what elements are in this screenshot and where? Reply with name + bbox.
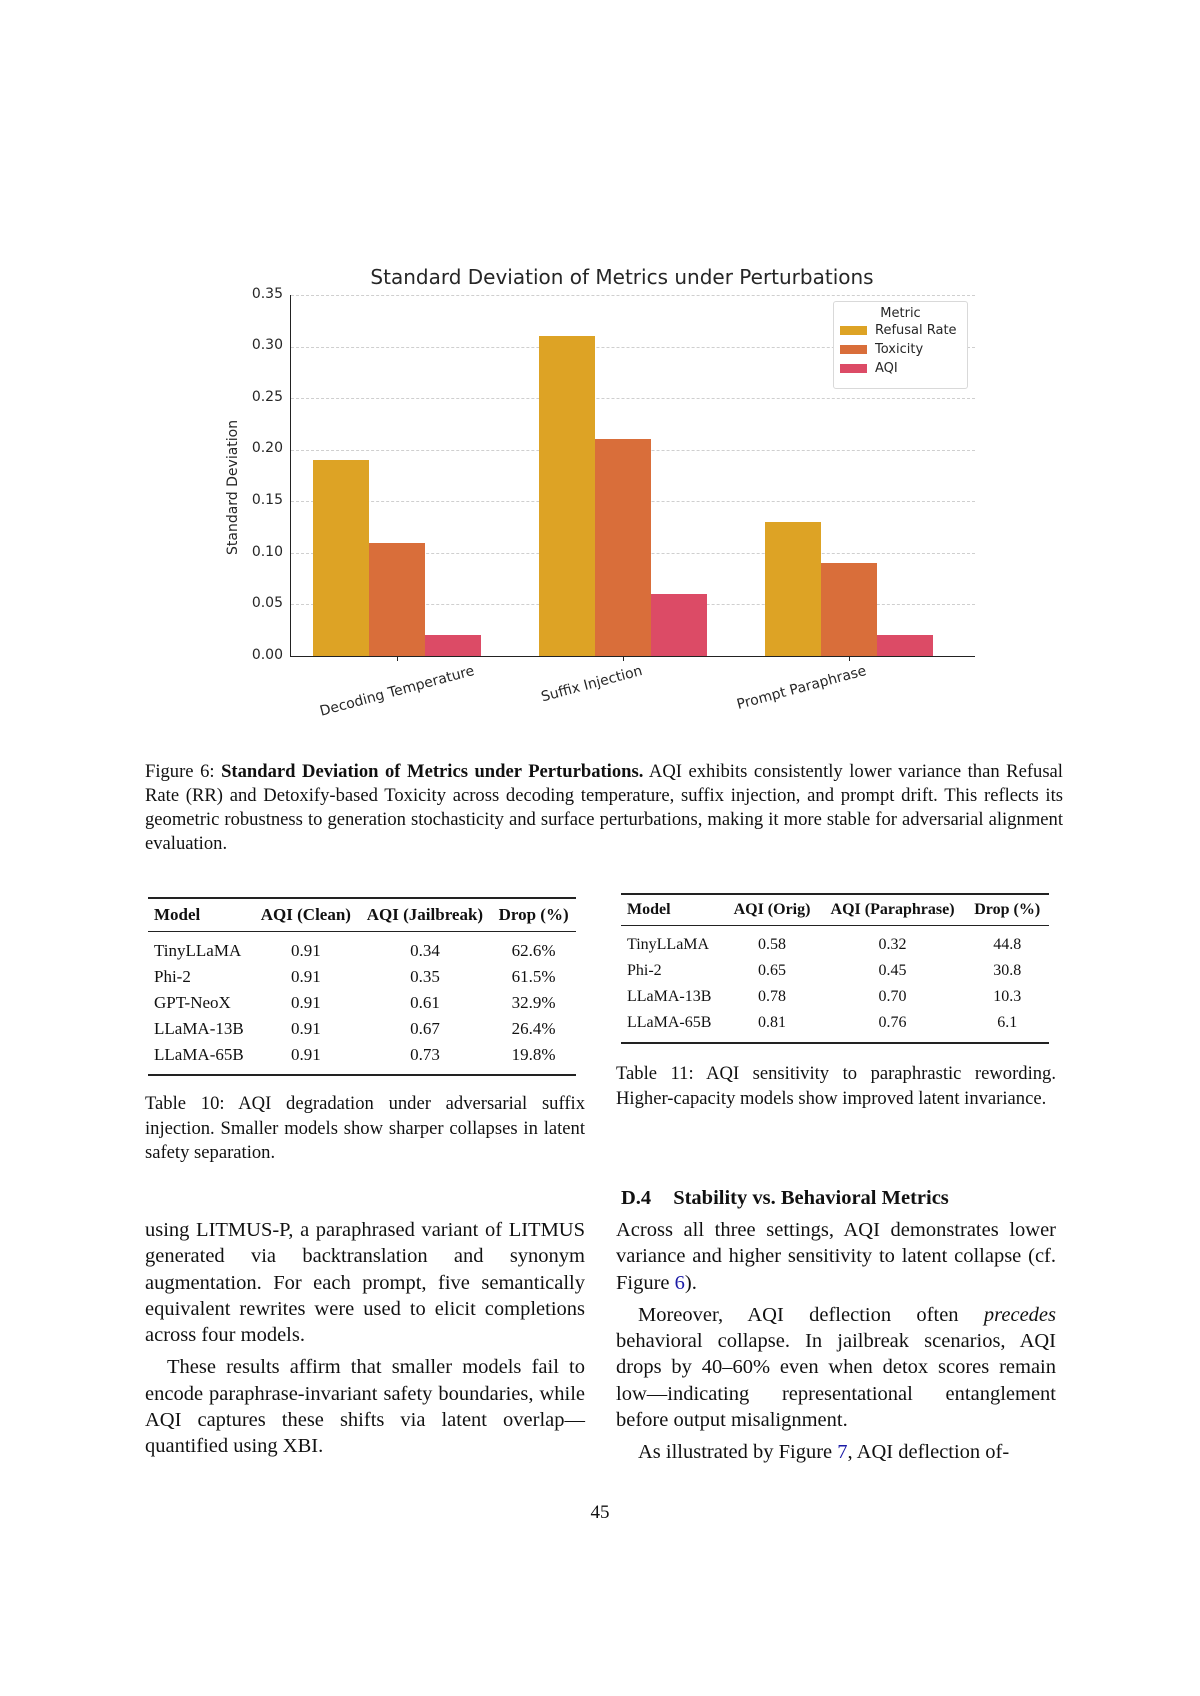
table-row — [148, 990, 576, 1016]
text: behavioral collapse. In jailbreak scenarios, AQI drops by 40–60% even when detox scores remain low—indicating representational entanglement before output misalignment. — [616, 1330, 1056, 1432]
text: , AQI deflection of- — [847, 1441, 1010, 1464]
chart-title: Standard Deviation of Metrics under Perturbations — [370, 265, 874, 289]
text: Moreover, AQI deflection often — [638, 1303, 984, 1326]
column-header: AQI (Clean) — [253, 899, 359, 932]
legend-item-toxicity — [834, 340, 967, 359]
x-tick-mark — [623, 656, 624, 661]
paragraph: These results affirm that smaller models fail to encode paraphrase-invariant safety boundaries, while AQI captures these shifts via latent overlap—quantified using XBI. — [145, 1356, 585, 1458]
bar-refusal-rate — [765, 522, 821, 656]
table-row — [621, 958, 1049, 984]
table-cell: 0.91 — [290, 1045, 321, 1064]
table-cell: 32.9% — [511, 993, 556, 1012]
table-cell: 0.70 — [878, 988, 907, 1005]
bar-aqi — [651, 594, 707, 656]
table-cell: 0.91 — [290, 993, 321, 1012]
table-cell: 19.8% — [511, 1045, 556, 1064]
y-tick: 0.00 — [251, 647, 283, 663]
table-cell: 0.73 — [410, 1045, 440, 1064]
y-tick: 0.20 — [251, 440, 283, 456]
gridline — [291, 398, 975, 399]
table-cell: 0.35 — [410, 967, 440, 986]
legend-swatch — [840, 326, 867, 335]
table-cell: LLaMA-65B — [154, 1045, 244, 1064]
figure-7-link[interactable]: 7 — [837, 1441, 848, 1464]
table-row — [148, 964, 576, 990]
table-row — [148, 1016, 576, 1042]
bar-aqi — [425, 635, 481, 656]
table-cell: 30.8 — [993, 962, 1022, 979]
column-header: Drop (%) — [965, 895, 1049, 926]
bar-toxicity — [369, 543, 425, 656]
legend-item-aqi — [834, 359, 967, 378]
paragraph — [616, 1302, 1056, 1433]
table-cell: 0.61 — [410, 993, 440, 1012]
right-column-text — [616, 1217, 1056, 1466]
column-header: AQI (Orig) — [724, 895, 819, 926]
emphasis: precedes — [983, 1303, 1056, 1326]
table-cell: 0.91 — [290, 1019, 321, 1038]
section-heading — [621, 1187, 949, 1210]
bar-toxicity — [821, 563, 877, 656]
table-cell: 10.3 — [993, 988, 1022, 1005]
paragraph — [616, 1217, 1056, 1296]
table-cell: LLaMA-13B — [627, 988, 712, 1005]
table-cell: 0.91 — [290, 967, 321, 986]
gridline — [291, 295, 975, 296]
column-header: Model — [148, 899, 253, 932]
table-cell: 62.6% — [511, 941, 556, 960]
table-row — [621, 926, 1049, 959]
legend-label: Refusal Rate — [875, 323, 957, 338]
column-header: AQI (Jailbreak) — [359, 899, 492, 932]
section-number: D.4 — [621, 1187, 652, 1209]
column-header: Drop (%) — [491, 899, 576, 932]
text: As illustrated by Figure — [638, 1441, 838, 1464]
page-number: 45 — [590, 1502, 610, 1523]
bar-refusal-rate — [539, 336, 595, 656]
y-tick: 0.15 — [251, 492, 283, 508]
x-tick-suffix-injection: Suffix Injection — [539, 663, 645, 706]
table-cell: 0.76 — [878, 1014, 907, 1031]
y-tick: 0.30 — [251, 337, 283, 353]
table-cell: GPT-NeoX — [154, 993, 231, 1012]
bar-aqi — [877, 635, 933, 656]
table-row — [621, 1010, 1049, 1042]
bar-refusal-rate — [313, 460, 369, 656]
paragraph: using LITMUS-P, a paraphrased variant of LITMUS generated via backtranslation and synonym augmentation. For each prompt, five semantically equivalent rewrites were used to elicit completions across four models. — [145, 1219, 585, 1347]
legend-label: Toxicity — [875, 342, 924, 357]
chart-legend — [833, 301, 968, 389]
x-tick-mark — [849, 656, 850, 661]
table-10 — [148, 897, 576, 1076]
table-cell: 0.34 — [410, 941, 440, 960]
legend-item-refusal-rate — [834, 321, 967, 340]
paragraph — [616, 1439, 1056, 1465]
table-row — [621, 984, 1049, 1010]
x-tick-prompt-paraphrase: Prompt Paraphrase — [735, 663, 869, 713]
table-cell: TinyLLaMA — [154, 941, 242, 960]
figure-6-link[interactable]: 6 — [674, 1271, 685, 1294]
x-tick-mark — [397, 656, 398, 661]
table-cell: TinyLLaMA — [627, 936, 710, 953]
legend-label: AQI — [875, 361, 898, 376]
x-tick-decoding-temperature: Decoding Temperature — [318, 663, 477, 720]
figure-caption-text: AQI exhibits consistently lower variance than Refusal Rate (RR) and Detoxify-based Toxicity across decoding temperature, suffix injection, and prompt drift. This reflects its geometric robustness to generation stochasticity and surface perturbations, making it more stable for adversarial alignment evaluation. — [145, 761, 1063, 854]
table-row — [148, 1042, 576, 1074]
table-cell: 61.5% — [511, 967, 556, 986]
table-cell: 0.78 — [758, 988, 787, 1005]
left-column-text — [145, 1217, 585, 1460]
table-11 — [621, 893, 1049, 1044]
table-10-caption: Table 10: AQI degradation under adversarial suffix injection. Smaller models show sharper collapses in latent safety separation. — [145, 1093, 585, 1163]
table-cell: 6.1 — [997, 1014, 1018, 1031]
y-tick: 0.35 — [251, 286, 283, 302]
table-cell: 0.65 — [758, 962, 787, 979]
table-cell: 0.91 — [290, 941, 321, 960]
y-tick: 0.05 — [251, 595, 283, 611]
table-cell: 44.8 — [993, 936, 1022, 953]
y-axis-label: Standard Deviation — [225, 419, 241, 555]
table-cell: 26.4% — [511, 1019, 556, 1038]
text: ). — [684, 1271, 697, 1294]
table-cell: 0.58 — [758, 936, 787, 953]
figure-label: Figure 6: — [145, 761, 215, 782]
legend-title: Metric — [880, 306, 921, 321]
table-cell: 0.32 — [878, 936, 907, 953]
column-header: Model — [621, 895, 724, 926]
legend-swatch — [840, 345, 867, 354]
table-cell: 0.67 — [410, 1019, 440, 1038]
text: Across all three settings, AQI demonstrates lower variance and higher sensitivity to latent collapse (cf. Figure — [616, 1219, 1056, 1294]
table-cell: LLaMA-65B — [627, 1014, 712, 1031]
table-cell: 0.45 — [878, 962, 907, 979]
y-tick: 0.25 — [251, 389, 283, 405]
section-title: Stability vs. Behavioral Metrics — [673, 1187, 949, 1209]
table-cell: LLaMA-13B — [154, 1019, 244, 1038]
column-header: AQI (Paraphrase) — [820, 895, 966, 926]
figure-bold-title: Standard Deviation of Metrics under Perturbations. — [221, 761, 644, 782]
y-tick: 0.10 — [251, 544, 283, 560]
table-cell: Phi-2 — [627, 962, 662, 979]
figure-6-caption — [145, 760, 1063, 856]
table-11-caption: Table 11: AQI sensitivity to paraphrastic rewording. Higher-capacity models show improved latent invariance. — [616, 1063, 1056, 1109]
legend-swatch — [840, 364, 867, 373]
table-row — [148, 932, 576, 965]
table-cell: Phi-2 — [154, 967, 191, 986]
bar-toxicity — [595, 439, 651, 656]
table-cell: 0.81 — [758, 1014, 787, 1031]
